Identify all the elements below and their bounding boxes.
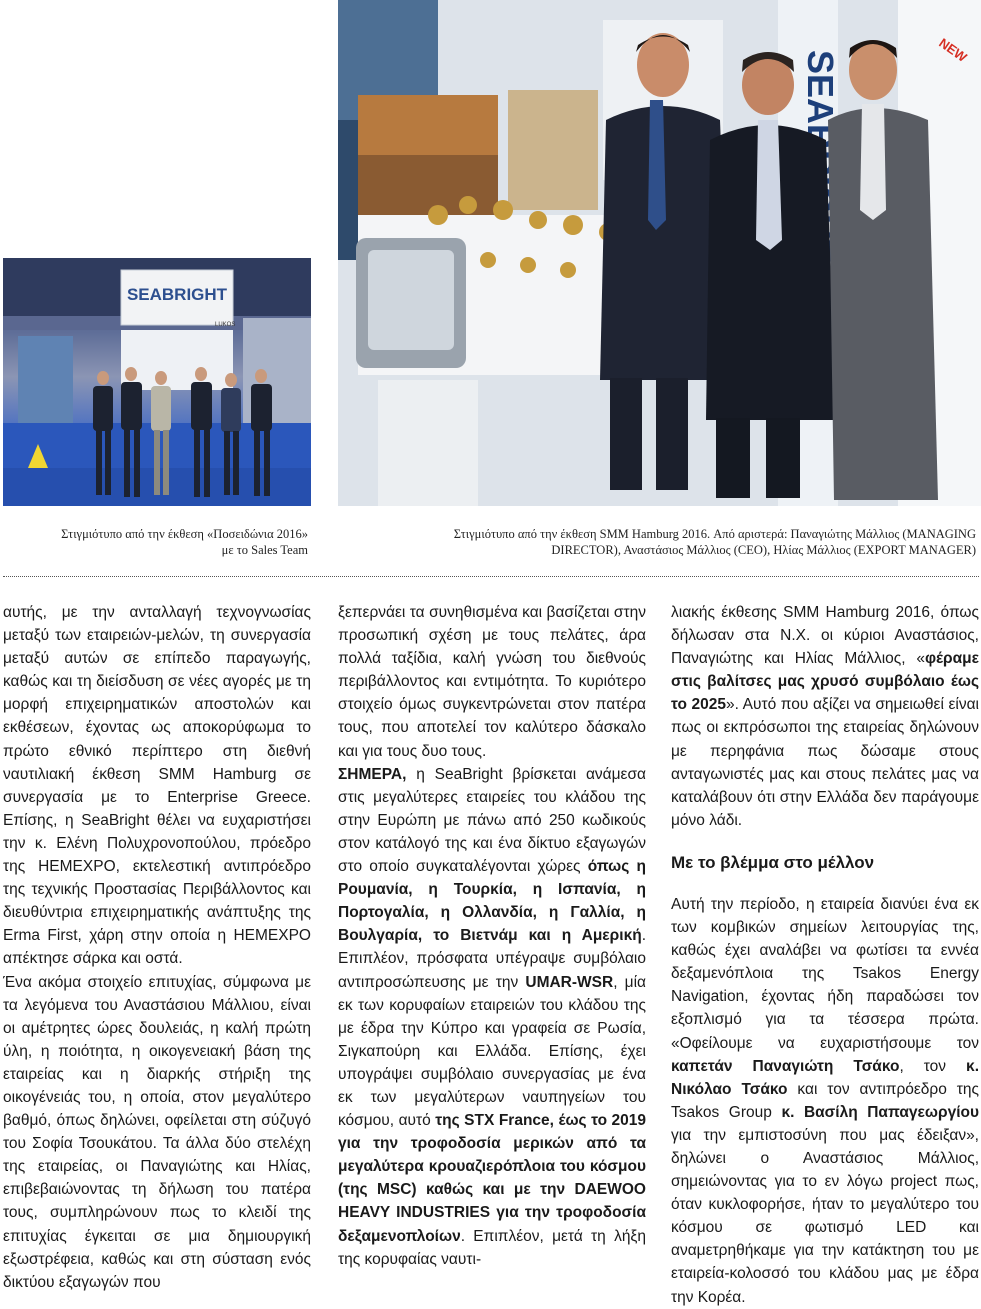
col2-text-3: , μία εκ των κορυφαίων εταιρειών του κλάδου της με έδρα την Κύπρο και γραφεία σε Ρωσία, Σιγκαπούρη και Ελλάδα. Επίσης, έχει υπογράψει συμβόλαιο συνεργασίας με ένα εκ των μεγαλύτερων ναυπηγείων του κόσμου, αυτό	[338, 973, 646, 1130]
caption-left	[3, 526, 308, 558]
col3-paragraph-1	[671, 601, 979, 832]
col3-text-1: λιακής έκθεσης SMM Hamburg 2016, όπως δήλωσαν στα Ν.Χ. οι κύριοι Αναστάσιος, Παναγιώτης και Ηλίας Μάλλιος, «	[671, 604, 979, 668]
caption-right-line-2: DIRECTOR), Αναστάσιος Μάλλιος (CEO), Ηλίας Μάλλιος (EXPORT MANAGER)	[551, 543, 976, 557]
col3-text-4: , τον	[899, 1057, 967, 1075]
col3-strong-2: καπετάν Παναγιώτη Τσάκο	[671, 1057, 900, 1075]
col2-text-1: η SeaBright βρίσκεται ανάμεσα στις μεγαλύτερες εταιρείες του κλάδου της στην Ευρώπη με πάνω από 250 κωδικούς στον κατάλογό της και ένα δίκτυο εξαγωγών στο οποίο συγκαταλέγονται χώρες	[338, 765, 646, 876]
caption-right-line-1: Στιγμιότυπο από την έκθεση SMM Hamburg 2016. Από αριστερά: Παναγιώτης Μάλλιος (MANAGING	[453, 527, 976, 541]
col3-strong-3: κ. Νικόλαο Τσάκο	[671, 1057, 979, 1098]
col1-paragraph-2: Ένα ακόμα στοιχείο επιτυχίας, σύμφωνα με τα λεγόμενα του Αναστάσιου Μάλλιου, είναι οι αμέτρητες ώρες δουλειάς, η καλή πρώτη ύλη, η ποιότητα, η οικογενειακή βάση της εταιρείας και η διαρκής στήριξη της οικογένειάς του, η οποία, στον μεγαλύτερο βαθμό, όπως δηλώνει, οφείλεται στη σύζυγό του Σοφία Τσουκάτου. Τα άλλα δύο στελέχη της εταιρείας, οι Παναγιώτης και Ηλίας, επιβεβαιώνοντας τη δήλωση του πατέρα τους, συμπληρώνουν πως το κλειδί της επιτυχίας έγκειται σε μια δημιουργική εξωστρέφεια, καθώς και στη σύσταση ενός δικτύου εξαγωγών που	[3, 973, 311, 1291]
col2-paragraph-1: ξεπερνάει τα συνηθισμένα και βασίζεται στην προσωπική σχέση με τους πελάτες, άρα πολλά ταξίδια, καλή γνώση του διεθνούς περιβάλλοντος και εντιμότητα. Το κυριότερο στοιχείο όμως συγκεντρώνεται στον πατέρα τους, που αποτελεί τον καλύτερο δάσκαλο και για τους δυο τους.	[338, 604, 646, 760]
new-label: NEW	[936, 35, 970, 65]
col3-text-5: και τον αντιπρόεδρο της Tsakos Group	[671, 1080, 979, 1121]
small-sign: LUKOS	[215, 322, 236, 328]
caption-right	[338, 526, 976, 558]
col3-text-2: ». Αυτό που αξίζει να σημειωθεί είναι πως οι εκπρόσωποι της εταιρείας δηλώνουν με περηφάνια πως δώσαμε στους ανταγωνιστές μας και στους πελάτες μας να καταλάβουν ότι στην Ελλάδα δεν παράγουμε μόνο λάδι.	[671, 696, 979, 829]
dotted-divider	[3, 576, 979, 577]
col1-paragraph-1: αυτής, με την ανταλλαγή τεχνογνωσίας μεταξύ των εταιρειών-μελών, τη συνεργασία μεταξύ αυτών σε επίπεδο παραγωγής, καθώς και τη διείσδυση σε νέες αγορές με τη μορφή επιχειρηματικών αποστολών και εκθέσεων, έχοντας ως αποκορύφωμα το πρώτο εθνικό περίπτερο στη διεθνή ναυτιλιακή έκθεση SMM Hamburg σε συνεργασία με το Enterprise Greece. Επίσης, η SeaBright θέλει να ευχαριστήσει την κ. Ελένη Πολυχρονοπούλου, πρόεδρο της HEMEXPO, εκτελεστική αντιπρόεδρο της τεχνικής Προστασίας Περιβάλλοντος και διευθύντρια επιχειρηματικής ανάπτυξης της Erma First, χάρη στην οποία η HEMEXPO απέκτησε σάρκα και οστά.	[3, 604, 311, 968]
article-column-2	[338, 601, 646, 1271]
col2-strong-1: ΣΗΜΕΡΑ,	[338, 765, 407, 783]
col3-text-3: Αυτή την περίοδο, η εταιρεία διανύει ένα εκ των κομβικών σημείων λειτουργίας της, καθώς έχει αναλάβει να φωτίσει τα εννέα δεξαμενόπλοια της Tsakos Energy Navigation, έχοντας ήδη παραδώσει τον εξοπλισμό για τα τέσσερα πρώτα. «Οφείλουμε να ευχαριστήσουμε τον	[671, 895, 979, 1052]
col2-text-4: . Επιπλέον, μετά τη λήξη της κορυφαίας ναυτι-	[338, 1227, 646, 1268]
col2-paragraph-2	[338, 763, 646, 1271]
section-heading: Με το βλέμμα στο μέλλον	[671, 852, 875, 872]
col3-text-6: για την εμπιστοσύνη που μας έδειξαν», δηλώνει ο Αναστάσιος Μάλλιος, σημειώνοντας για το εν λόγω project πως, όταν κυκλοφορήσε, ήταν το μεγαλύτερο του κόσμου σε φωτισμό LED και αναμετρηθήκαμε για την κατάκτηση του με εταιρεία-κολοσσό του κλάδου μας με έδρα την Κορέα.	[671, 1126, 979, 1306]
col2-strong-4: της STX France, έως το 2019 για την τροφοδοσία μερικών από τα μεγαλύτερα κρουαζιερόπλοια του κόσμου (της MSC) καθώς και με την DAEWOO HEAVY INDUSTRIES για την τροφοδοσία δεξαμενοπλοίων	[338, 1112, 647, 1245]
photo-smm-hamburg-mallios	[338, 0, 981, 506]
col2-strong-3: UMAR-WSR	[525, 973, 614, 991]
seabright-sign: SEABRIGHT	[126, 285, 228, 304]
caption-left-line-2: με το Sales Team	[221, 543, 308, 557]
photo-right-illustration	[338, 0, 981, 506]
photo-left-illustration	[3, 258, 311, 506]
article-column-3	[671, 601, 979, 1309]
col3-paragraph-2	[671, 893, 979, 1309]
col2-strong-2: όπως η Ρουμανία, η Τουρκία, η Ισπανία, η Πορτογαλία, η Ολλανδία, η Γαλλία, η Βουλγαρία, το Βιετνάμ και η Αμερική	[338, 858, 646, 945]
col3-strong-4: κ. Βασίλη Παπαγεωργίου	[781, 1103, 980, 1121]
caption-left-line-1: Στιγμιότυπο από την έκθεση «Ποσειδώνια 2016»	[61, 527, 308, 541]
photo-poseidonia-sales-team	[3, 258, 311, 506]
article-column-1	[3, 601, 311, 1294]
col3-strong-1: φέραμε στις βαλίτσες μας χρυσό συμβόλαιο έως το 2025	[671, 650, 979, 714]
col2-text-2: . Επιπλέον, πρόσφατα υπέγραψε συμβόλαιο αντιπροσώπευσης με την	[338, 927, 646, 991]
